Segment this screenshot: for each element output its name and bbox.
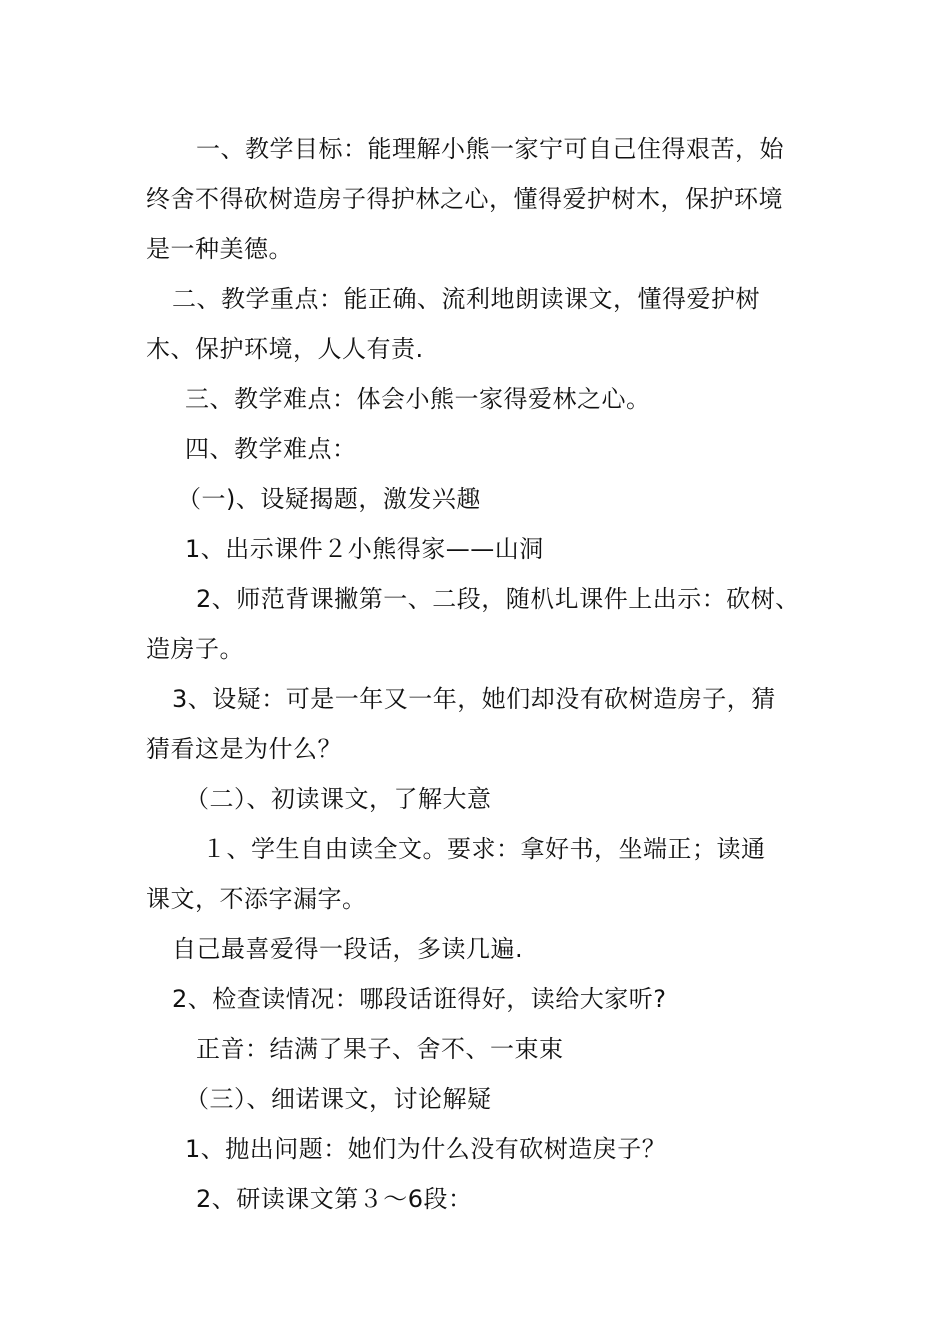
objective-line-2: 终舍不得砍树造房子得护林之心，懂得爱护树木，保护环境 (146, 185, 783, 213)
part-one-item-2-line-1: 2、师范背课撇第一、二段，随朳圠课件上出示：砍树、 (196, 585, 800, 613)
part-two-item-1-line-3: 自己最喜爱得一段话，多读几遍. (172, 935, 524, 963)
part-two-item-1-line-1: １、学生自由读全文。要求：拿好书，坐端正；读通 (202, 835, 766, 863)
key-point-line-2: 木、保护环境，人人有责. (146, 335, 424, 363)
part-three-heading: （三）、细诺课文，讨论解疑 (185, 1085, 492, 1113)
part-one-item-3-line-1: 3、设疑：可是一年又一年，她们却没有砍树造房子，猜 (172, 685, 776, 713)
objective-line-1: 一、教学目标：能理解小熊一家宁可自己住得艰苦，始 (196, 135, 784, 163)
part-two-item-1-line-2: 课文，不添字漏字。 (146, 885, 367, 913)
objective-line-3: 是一种美德。 (146, 235, 293, 263)
part-one-item-3-line-2: 猜看这是为什么？ (146, 735, 342, 763)
difficulty-line: 三、教学难点：体会小熊一家得爱林之心。 (185, 385, 651, 413)
part-one-item-1: 1、出示课件２小熊得家——山洞 (185, 535, 544, 563)
section-four-heading: 四、教学难点： (185, 435, 357, 463)
part-two-heading: （二）、初读课文，了解大意 (185, 785, 492, 813)
part-one-heading: （一)、设疑揭题，激发兴趣 (177, 485, 481, 513)
part-one-item-2-line-2: 造房子。 (146, 635, 244, 663)
pronunciation-line: 正音：结满了果子、舍不、一束束 (196, 1035, 564, 1063)
key-point-line-1: 二、教学重点：能正确、流利地朗读课文，懂得爱护树 (172, 285, 760, 313)
part-three-item-1: 1、抛出问题：她们为什么没有砍树造戾子？ (185, 1135, 667, 1163)
part-three-item-2: 2、研读课文第３～6段： (196, 1185, 473, 1213)
part-two-item-2: 2、检查读情况：哪段话诳得好，读给大家听? (172, 985, 667, 1013)
